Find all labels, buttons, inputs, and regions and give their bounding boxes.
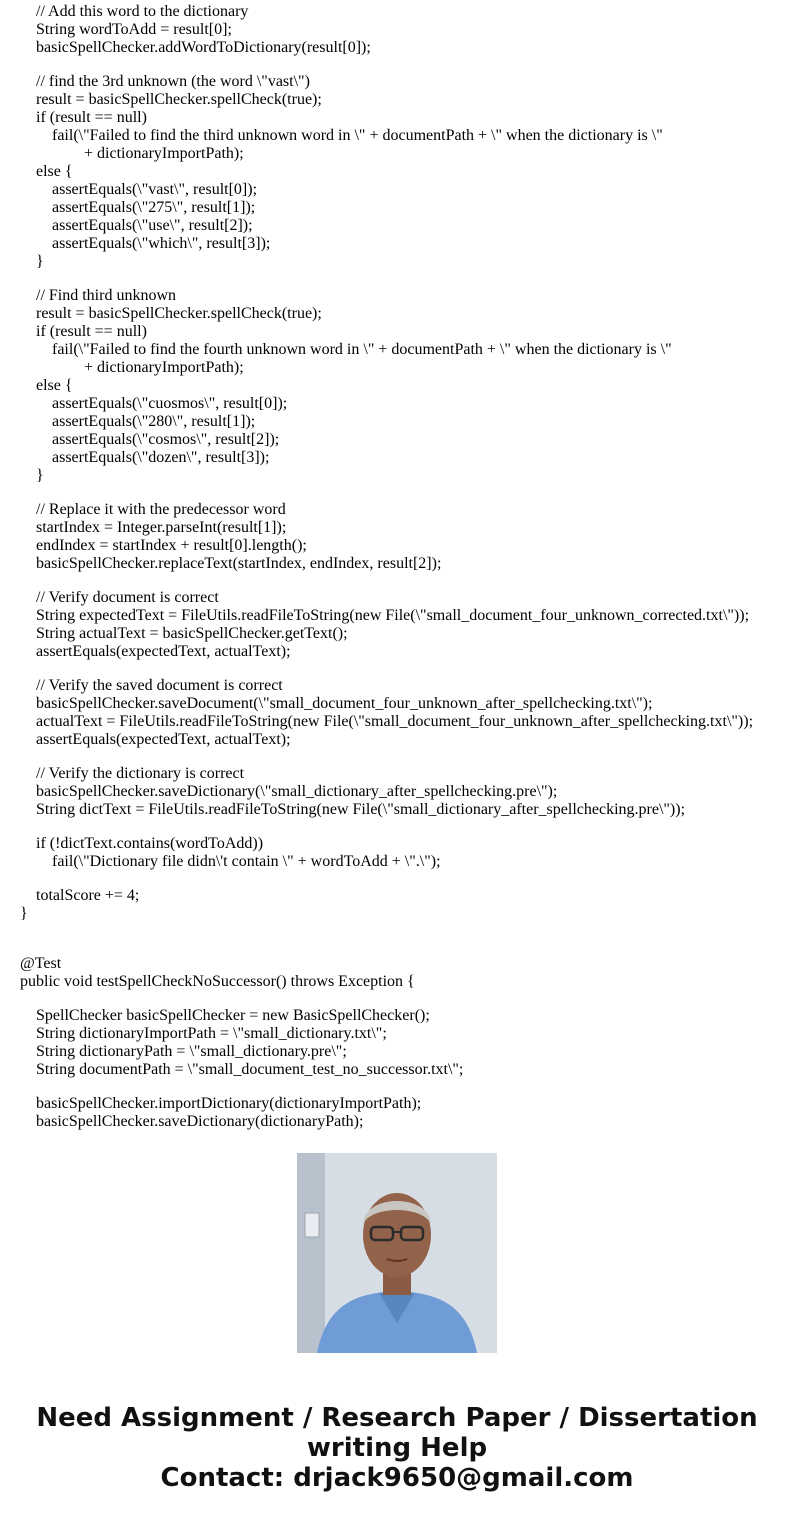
code-line <box>20 871 790 887</box>
code-line <box>20 573 790 589</box>
promo-line-2: writing Help <box>306 1433 488 1463</box>
code-line: assertEquals(\"dozen\", result[3]); <box>20 449 270 466</box>
code-line: assertEquals(\"275\", result[1]); <box>20 199 256 216</box>
promo-banner <box>0 1403 794 1493</box>
code-line: } <box>20 253 44 270</box>
code-line: String documentPath = \"small_document_test_no_successor.txt\"; <box>20 1061 464 1078</box>
code-line: basicSpellChecker.saveDocument(\"small_document_four_unknown_after_spellchecking.txt\"); <box>20 695 653 712</box>
code-line <box>20 271 790 287</box>
code-line: @Test <box>20 955 62 972</box>
code-line: totalScore += 4; <box>20 887 140 904</box>
code-line: result = basicSpellChecker.spellCheck(true); <box>20 91 322 108</box>
code-line: if (result == null) <box>20 323 147 340</box>
code-line <box>20 57 790 73</box>
code-line: assertEquals(\"280\", result[1]); <box>20 413 256 430</box>
code-line: assertEquals(\"cosmos\", result[2]); <box>20 431 280 448</box>
code-line: assertEquals(expectedText, actualText); <box>20 643 291 660</box>
author-avatar <box>297 1153 497 1353</box>
code-line: + dictionaryImportPath); <box>20 359 244 376</box>
code-line: String expectedText = FileUtils.readFileToString(new File(\"small_document_four_unknown_corrected.txt\")); <box>20 607 750 624</box>
code-line: startIndex = Integer.parseInt(result[1]); <box>20 519 287 536</box>
code-line: + dictionaryImportPath); <box>20 145 244 162</box>
code-line: assertEquals(expectedText, actualText); <box>20 731 291 748</box>
code-line <box>20 485 790 501</box>
code-line <box>20 991 790 1007</box>
code-line: assertEquals(\"cuosmos\", result[0]); <box>20 395 288 412</box>
code-line: basicSpellChecker.replaceText(startIndex, endIndex, result[2]); <box>20 555 442 572</box>
code-line: assertEquals(\"which\", result[3]); <box>20 235 271 252</box>
code-line: // Add this word to the dictionary <box>20 3 249 20</box>
code-line: if (result == null) <box>20 109 147 126</box>
code-line: else { <box>20 163 73 180</box>
code-line: assertEquals(\"use\", result[2]); <box>20 217 253 234</box>
code-line <box>20 819 790 835</box>
code-line: basicSpellChecker.saveDictionary(\"small_dictionary_after_spellchecking.pre\"); <box>20 783 558 800</box>
code-line: basicSpellChecker.saveDictionary(dictionaryPath); <box>20 1113 364 1130</box>
code-line: String dictText = FileUtils.readFileToString(new File(\"small_dictionary_after_spellchecking.pre\")); <box>20 801 686 818</box>
code-line: if (!dictText.contains(wordToAdd)) <box>20 835 264 852</box>
code-line: // Replace it with the predecessor word <box>20 501 286 518</box>
code-line: } <box>20 467 44 484</box>
code-line: // find the 3rd unknown (the word \"vast\") <box>20 73 310 90</box>
code-line: else { <box>20 377 73 394</box>
code-line: fail(\"Dictionary file didn\'t contain \" + wordToAdd + \".\"); <box>20 853 441 870</box>
code-line: String dictionaryPath = \"small_dictionary.pre\"; <box>20 1043 347 1060</box>
code-line: // Verify the dictionary is correct <box>20 765 245 782</box>
code-line <box>20 1079 790 1095</box>
code-line: result = basicSpellChecker.spellCheck(true); <box>20 305 322 322</box>
code-line <box>20 923 790 939</box>
code-line: SpellChecker basicSpellChecker = new BasicSpellChecker(); <box>20 1007 430 1024</box>
code-line: basicSpellChecker.importDictionary(dictionaryImportPath); <box>20 1095 422 1112</box>
code-line: String actualText = basicSpellChecker.getText(); <box>20 625 348 642</box>
promo-contact: Contact: drjack9650@gmail.com <box>160 1463 634 1493</box>
code-line: assertEquals(\"vast\", result[0]); <box>20 181 258 198</box>
code-line: } <box>20 905 28 922</box>
code-line <box>20 661 790 677</box>
promo-line-1: Need Assignment / Research Paper / Dissertation <box>36 1403 758 1433</box>
code-line: actualText = FileUtils.readFileToString(new File(\"small_document_four_unknown_after_spellchecking.txt\")); <box>20 713 754 730</box>
code-line: fail(\"Failed to find the fourth unknown word in \" + documentPath + \" when the dictionary is \" <box>20 341 672 358</box>
code-line: String dictionaryImportPath = \"small_dictionary.txt\"; <box>20 1025 387 1042</box>
code-line <box>20 749 790 765</box>
code-line: // Verify document is correct <box>20 589 219 606</box>
code-line: String wordToAdd = result[0]; <box>20 21 232 38</box>
portrait-illustration <box>297 1153 497 1353</box>
code-listing <box>20 3 790 1130</box>
code-line: basicSpellChecker.addWordToDictionary(result[0]); <box>20 39 371 56</box>
code-line: // Find third unknown <box>20 287 177 304</box>
code-line: fail(\"Failed to find the third unknown word in \" + documentPath + \" when the dictionary is \" <box>20 127 663 144</box>
code-line <box>20 939 790 955</box>
code-line: public void testSpellCheckNoSuccessor() throws Exception { <box>20 973 415 990</box>
code-line: endIndex = startIndex + result[0].length(); <box>20 537 307 554</box>
code-line: // Verify the saved document is correct <box>20 677 283 694</box>
